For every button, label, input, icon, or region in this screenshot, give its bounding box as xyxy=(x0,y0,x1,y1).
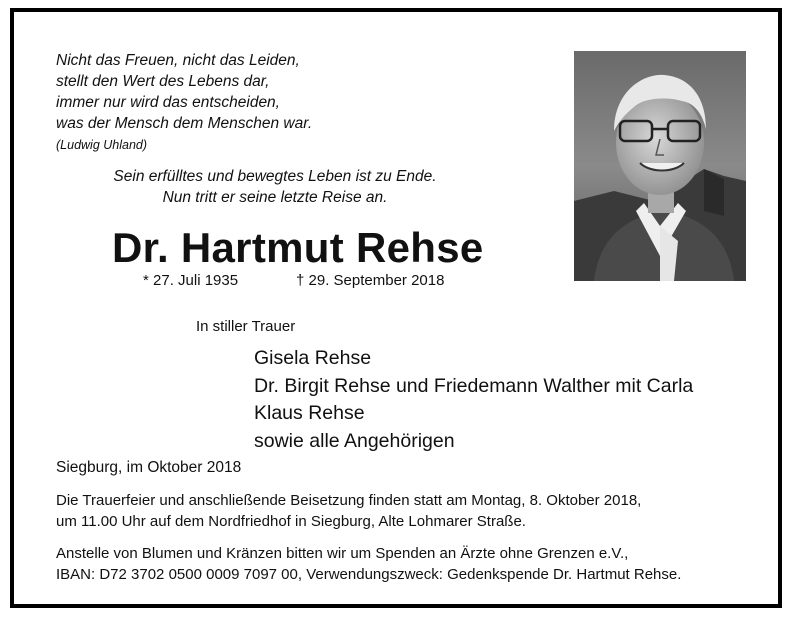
poem-line: Nicht das Freuen, nicht das Leiden, xyxy=(56,52,300,69)
donation-info xyxy=(56,543,681,585)
portrait-photo xyxy=(574,51,746,281)
farewell-sentence xyxy=(100,166,450,208)
donation-line: Anstelle von Blumen und Kränzen bitten wir um Spenden an Ärzte ohne Grenzen e.V., xyxy=(56,545,629,562)
mourner: sowie alle Angehörigen xyxy=(254,429,455,452)
death-date: † 29. September 2018 xyxy=(296,272,445,289)
funeral-line: um 11.00 Uhr auf dem Nordfriedhof in Siegburg, Alte Lohmarer Straße. xyxy=(56,513,526,530)
deceased-name: Dr. Hartmut Rehse xyxy=(112,224,484,271)
poem xyxy=(56,50,312,154)
funeral-info xyxy=(56,490,641,532)
farewell-line: Sein erfülltes und bewegtes Leben ist zu Ende. xyxy=(113,168,437,185)
birth-date: * 27. Juli 1935 xyxy=(143,272,239,289)
portrait-image xyxy=(574,51,746,281)
poem-line: stellt den Wert des Lebens dar, xyxy=(56,73,270,90)
mourners-list xyxy=(254,345,693,455)
mourning-label: In stiller Trauer xyxy=(196,318,296,335)
mourner: Gisela Rehse xyxy=(254,347,372,369)
poem-line: was der Mensch dem Menschen war. xyxy=(56,115,313,132)
donation-line: IBAN: D72 3702 0500 0009 7097 00, Verwendungszweck: Gedenkspende Dr. Hartmut Rehse. xyxy=(56,566,682,583)
farewell-line: Nun tritt er seine letzte Reise an. xyxy=(162,189,388,206)
poem-author: (Ludwig Uhland) xyxy=(56,138,148,152)
mourner: Klaus Rehse xyxy=(254,402,365,424)
poem-line: immer nur wird das entscheiden, xyxy=(56,94,280,111)
funeral-line: Die Trauerfeier und anschließende Beisetzung finden statt am Montag, 8. Oktober 2018, xyxy=(56,492,642,509)
place-date: Siegburg, im Oktober 2018 xyxy=(56,459,242,476)
mourner: Dr. Birgit Rehse und Friedemann Walther mit Carla xyxy=(254,374,694,397)
